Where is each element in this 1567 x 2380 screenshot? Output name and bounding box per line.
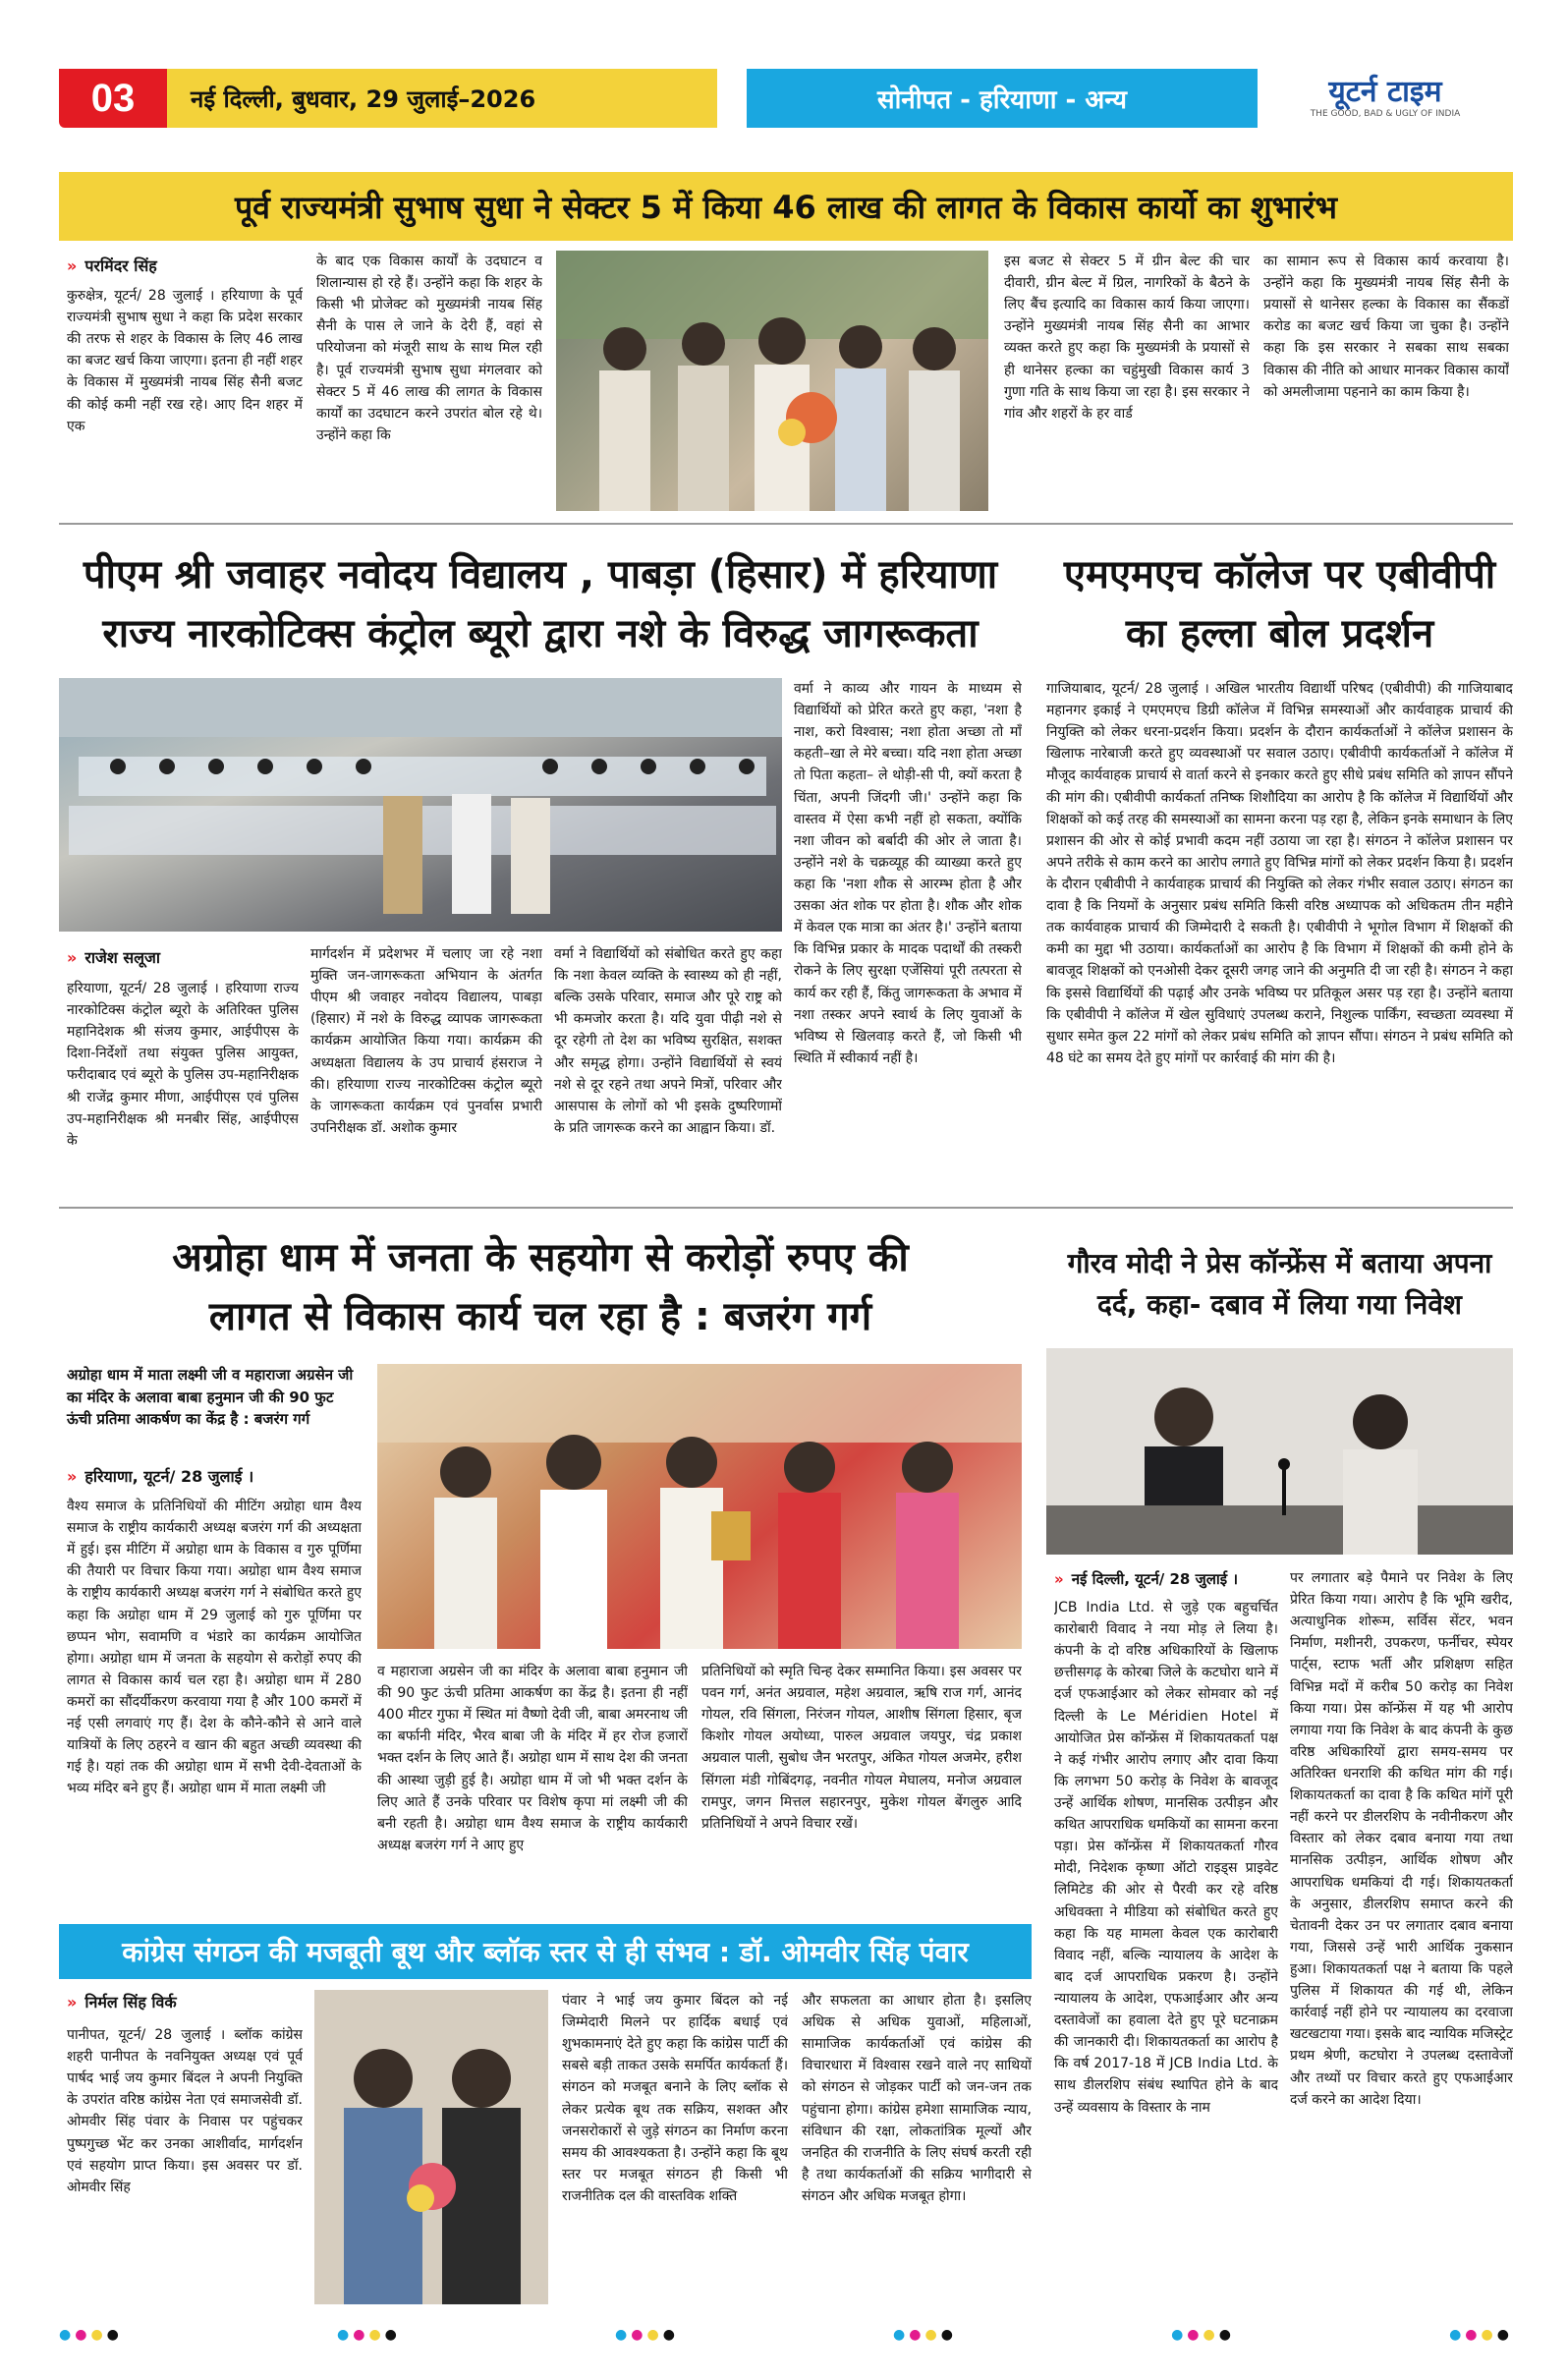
story4-col3: प्रतिनिधियों को स्मृति चिन्ह देकर सम्मानित किया। इस अवसर पर पवन गर्ग, अनंत अग्रवाल, महेश अग्रवाल, ऋषि राज गर्ग, आनंद गोयल, रवि सिंगला, निरंजन गोयल, आशीष सिंगला हिसार, बृज किशोर गोयल अयोध्या, पारुल अग्रवाल जयपुर, चंद्र प्रकाश अग्रवाल पाली, सुबोध जैन भरतपुर, अंकित गोयल अजमेर, हरीश सिंगला मंडी गोबिंदगढ़, नवनीत गोयल मेघालय, मनोज अग्रवाल रामपुर, जगन मित्तल सहारनपुर, मुकेश गोयल बेंगलुरु आदि प्रतिनिधियों ने अपने विचार रखें। bbox=[701, 1664, 1022, 1832]
story2-photo bbox=[59, 678, 782, 932]
story1-photo bbox=[556, 251, 988, 511]
logo-text: यूटर्न टाइम bbox=[1328, 75, 1442, 109]
story5-headline-line2: दर्द, कहा- दबाव में लिया गया निवेश bbox=[1097, 1288, 1462, 1321]
story6-col3: और सफलता का आधार होता है। इसलिए अधिक से अधिक युवाओं, महिलाओं, सामाजिक कार्यकर्ताओं एवं कांग्रेस की विचारधारा में विश्वास रखने वाले नए साथियों को संगठन से जोड़कर पार्टी को जन-जन तक पहुंचाना होगा। कांग्रेस हमेशा सामाजिक न्याय, संविधान की रक्षा, लोकतांत्रिक मूल्यों और जनहित की राजनीति के लिए संघर्ष करती रही है तथा कार्यकर्ताओं की सक्रिय भागीदारी से संगठन और अधिक मजबूत होगा। bbox=[802, 1993, 1032, 2204]
byline-arrow-icon: » bbox=[1054, 1570, 1064, 1588]
story2-col3: वर्मा ने विद्यार्थियों को संबोधित करते हुए कहा कि नशा केवल व्यक्ति के स्वास्थ्य को ही नहीं, बल्कि उसके परिवार, समाज और पूरे राष्ट्र को भी कमजोर करता है। यदि युवा पीढ़ी नशे से दूर रहेगी तो देश का भविष्य सुरक्षित, सशक्त और समृद्ध होगा। उन्होंने विद्यार्थियों से स्वयं नशे से दूर रहने तथा अपने मित्रों, परिवार और आसपास के लोगों को भी इसके दुष्परिणामों के प्रति जागरूक करने का आह्वान किया। डॉ. bbox=[554, 946, 782, 1136]
story5-headline bbox=[1046, 1243, 1513, 1332]
story6-photo bbox=[314, 1990, 548, 2304]
story4-col2: व महाराजा अग्रसेन जी का मंदिर के अलावा बाबा हनुमान जी की 90 फुट ऊंची प्रतिमा आकर्षण का केंद्र है। इतना ही नहीं 400 मीटर गुफा में स्थित मां वैष्णो देवी जी, बाबा अमरनाथ जी का बर्फानी मंदिर, भैरव बाबा जी के मंदिर में हर रोज हजारों भक्त दर्शन के लिए आते हैं। अग्रोहा धाम में साथ देश की जनता की आस्था जुड़ी हुई है। अग्रोहा धाम में जो भी भक्त दर्शन के लिए आते हैं उनके परिवार पर विशेष कृपा मां लक्ष्मी जी की बनी रहती है। अग्रोहा धाम वैश्य समाज के राष्ट्रीय कार्यकारी अध्यक्ष बजरंग गर्ग ने आए हुए bbox=[377, 1664, 688, 1853]
dateline: नई दिल्ली, बुधवार, 29 जुलाई–2026 bbox=[167, 69, 717, 128]
story3-body: गाजियाबाद, यूटर्न/ 28 जुलाई । अखिल भारतीय विद्यार्थी परिषद (एबीवीपी) की गाजियाबाद महानगर इकाई ने एमएमएच डिग्री कॉलेज में विभिन्न समस्याओं और कार्यवाहक प्राचार्य की नियुक्ति को लेकर धरना-प्रदर्शन किया। प्रदर्शन के दौरान कार्यकर्ताओं ने कॉलेज प्रशासन के खिलाफ नारेबाजी करते हुए व्यवस्थाओं पर सवाल उठाए। एबीवीपी कार्यकर्ताओं ने कॉलेज में मौजूद कार्यवाहक प्राचार्य से वार्ता करने से इनकार करते हुए सीधे प्रबंध समिति को ज्ञापन सौंपने की मांग की। एबीवीपी कार्यकर्ता तनिष्क शिशौदिया का आरोप है कि कॉलेज में विद्यार्थियों और शिक्षकों को कई तरह की समस्याओं का सामना करना पड़ रहा है, लेकिन इनके समाधान के लिए प्रशासन की ओर से कोई प्रभावी कदम नहीं उठाया जा रहा है। संगठन ने कॉलेज प्रशासन पर अपने तरीके से काम करने का आरोप लगाते हुए विभिन्न मांगों को लेकर प्रदर्शन किया है। प्रदर्शन के दौरान एबीवीपी ने कार्यवाहक प्राचार्य की नियुक्ति को लेकर गंभीर सवाल उठाए। संगठन का दावा है कि नियमों के अनुसार प्रबंध समिति किसी वरिष्ठ अध्यापक को अधिकतम तीन महीने तक कार्यवाहक प्राचार्य की जिम्मेदारी दे सकती है। एबीवीपी ने भूगोल विभाग में शिक्षकों की कमी का मुद्दा भी उठाया। कार्यकर्ताओं का आरोप है कि विभाग में शिक्षकों की कमी होने के बावजूद शिक्षकों को एनओसी देकर दूसरी जगह जाने की अनुमति दी जा रही है। संगठन ने कहा कि इससे विद्यार्थियों की पढ़ाई और उनके भविष्य पर प्रतिकूल असर पड़ रहा है। उन्होंने बताया कि एबीवीपी ने कॉलेज में खेल सुविधाएं उपलब्ध कराने, निशुल्क पार्किंग, स्वच्छता व्यवस्था में सुधार समेत कुल 22 मांगों को लेकर प्रबंध समिति को ज्ञापन सौंपा। संगठन ने प्रबंध समिति को 48 घंटे का समय देते हुए मांगों पर कार्रवाई की मांग की है। bbox=[1046, 681, 1513, 1066]
story6-byline-text: निर्मल सिंह विर्क bbox=[84, 1993, 177, 2012]
story6-col2: पंवार ने भाई जय कुमार बिंदल को नई जिम्मेदारी मिलने पर हार्दिक बधाई एवं शुभकामनाएं देते हुए कहा कि कांग्रेस पार्टी की सबसे बड़ी ताकत उसके समर्पित कार्यकर्ता हैं। संगठन को मजबूत बनाने के लिए ब्लॉक से लेकर प्रत्येक बूथ तक सक्रिय, सशक्त और जनसरोकारों से जुड़े संगठन का निर्माण करना समय की आवश्यकता है। उन्होंने कहा कि बूथ स्तर पर मजबूत संगठन ही किसी भी राजनीतिक दल की वास्तविक शक्ति bbox=[562, 1993, 788, 2204]
story4-col1: वैश्य समाज के प्रतिनिधियों की मीटिंग अग्रोहा धाम वैश्य समाज के राष्ट्रीय कार्यकारी अध्यक्ष बजरंग गर्ग की अध्यक्षता में हुई। इस मीटिंग में अग्रोहा धाम के विकास व गुरु पूर्णिमा की तैयारी पर विचार किया गया। अग्रोहा धाम वैश्य समाज के राष्ट्रीय कार्यकारी अध्यक्ष बजरंग गर्ग ने संबोधित करते हुए कहा कि अग्रोहा धाम में 29 जुलाई को गुरु पूर्णिमा पर छप्पन भोग, सवामणि व भंडारे का कार्यक्रम आयोजित होगा। अग्रोहा धाम में जनता के सहयोग से करोड़ों रुपए की लागत से विकास कार्य चल रहा है। अग्रोहा धाम में 280 कमरों का सौंदर्यीकरण करवाया गया है और 100 कमरों में नई एसी लगवाएं गए हैं। देश के कौने-कौने से आने वाले यात्रियों के लिए ठहरने व खान की बहुत अच्छी व्यवस्था की गई है। यहां तक की अग्रोहा धाम में सभी देवी-देवताओं के भव्य मंदिर बने हुए हैं। अग्रोहा धाम में माता लक्ष्मी जी bbox=[67, 1499, 362, 1797]
registration-dots-icon: ●●●● bbox=[1449, 2327, 1513, 2343]
story5-col2: पर लगातार बड़े पैमाने पर निवेश के लिए प्रेरित किया गया। आरोप है कि भूमि खरीद, अत्याधुनिक शोरूम, सर्विस सेंटर, भवन निर्माण, मशीनरी, उपकरण, फर्नीचर, स्पेयर पार्ट्स, स्टाफ भर्ती और प्रशिक्षण सहित विभिन्न मदों में करीब 50 करोड़ का निवेश किया गया। प्रेस कॉन्फ्रेंस में यह भी आरोप लगाया गया कि निवेश के बाद कंपनी के कुछ वरिष्ठ अधिकारियों द्वारा समय-समय पर अतिरिक्त धनराशि की कथित मांग की गई। शिकायतकर्ता का दावा है कि कथित मांगें पूरी नहीं करने पर डीलरशिप के नवीनीकरण और विस्तार को लेकर दबाव बनाया गया तथा मानसिक उत्पीड़न, आर्थिक शोषण और आपराधिक धमकियां दी गई। शिकायतकर्ता के अनुसार, डीलरशिप समाप्त करने की चेतावनी देकर उन पर लगातार दबाव बनाया गया, जिससे उन्हें भारी आर्थिक नुकसान हुआ। शिकायतकर्ता पक्ष ने बताया कि पहले पुलिस में शिकायत की गई थी, लेकिन कार्रवाई नहीं होने पर न्यायालय का दरवाजा खटखटाया गया। इसके बाद न्यायिक मजिस्ट्रेट प्रथम श्रेणी, कटघोरा ने उपलब्ध दस्तावेजों और तथ्यों पर विचार करते हुए एफआईआर दर्ज करने का आदेश दिया। bbox=[1290, 1570, 1513, 2108]
people-group-image bbox=[556, 251, 988, 511]
story5-headline-line1: गौरव मोदी ने प्रेस कॉन्फ्रेंस में बताया अपना bbox=[1067, 1247, 1492, 1279]
story6-headline: कांग्रेस संगठन की मजबूती बूथ और ब्लॉक स्तर से ही संभव : डॉ. ओमवीर सिंह पंवार bbox=[59, 1924, 1032, 1979]
story2-col2: मार्गदर्शन में प्रदेशभर में चलाए जा रहे नशा मुक्ति जन-जागरूकता अभियान के अंतर्गत पीएम श्री जवाहर नवोदय विद्यालय, पाबड़ा (हिसार) में नशे के विरुद्ध व्यापक जागरूकता कार्यक्रम आयोजित किया गया। कार्यक्रम की अध्यक्षता विद्यालय के उप प्राचार्य हंसराज ने की। हरियाणा राज्य नारकोटिक्स कंट्रोल ब्यूरो के जागरूकता कार्यक्रम एवं पुनर्वास प्रभारी उपनिरीक्षक डॉ. अशोक कुमार bbox=[310, 946, 542, 1136]
story3-headline-line2: का हल्ला बोल प्रदर्शन bbox=[1125, 611, 1434, 656]
page-number: 03 bbox=[59, 69, 167, 128]
story4-byline bbox=[67, 1464, 362, 1488]
students-assembly-image bbox=[59, 678, 782, 932]
story6-byline bbox=[67, 1990, 303, 2013]
story1-col4: का सामान रूप से विकास कार्य करवाया है। उन्होंने कहा कि मुख्यमंत्री नायब सिंह सैनी के प्रयासों से थानेसर हल्का के विकास का सैंकडों करोड का बजट खर्च किया जा चुका है। उन्होंने कहा कि इस सरकार ने सबका साथ सबका विकास की नीति को आधार मानकर विकास कार्यों को अमलीजामा पहनाने का काम किया है। bbox=[1263, 254, 1509, 400]
story5-byline bbox=[1054, 1567, 1280, 1591]
story5-byline-text: नई दिल्ली, यूटर्न/ 28 जुलाई । bbox=[1071, 1570, 1239, 1588]
story1-headline: पूर्व राज्यमंत्री सुभाष सुधा ने सेक्टर 5 में किया 46 लाख की लागत के विकास कार्यो का शुभारंभ bbox=[59, 172, 1513, 241]
section-label: सोनीपत - हरियाणा - अन्य bbox=[747, 69, 1258, 128]
newspaper-logo bbox=[1258, 69, 1513, 128]
story5-photo bbox=[1046, 1348, 1513, 1555]
story4-byline-text: हरियाणा, यूटर्न/ 28 जुलाई । bbox=[84, 1467, 254, 1486]
story1-byline-text: परमिंदर सिंह bbox=[84, 256, 157, 275]
story1-col1: कुरुक्षेत्र, यूटर्न/ 28 जुलाई । हरियाणा के पूर्व राज्यमंत्री सुभाष सुधा ने कहा कि प्रदेश सरकार की तरफ से शहर के विकास के लिए 46 लाख का बजट खर्च किया जाएगा। इतना ही नहीं शहर के विकास में मुख्यमंत्री नायब सिंह सैनी बजट की कोई कमी नहीं रख रहे। आए दिन शहर में एक bbox=[67, 288, 303, 434]
award-ceremony-image bbox=[377, 1364, 1022, 1649]
story3-headline-line1: एमएमएच कॉलेज पर एबीवीपी bbox=[1063, 552, 1496, 597]
story2-col4: वर्मा ने काव्य और गायन के माध्यम से विद्यार्थियों को प्रेरित करते हुए कहा, 'नशा है नाश, करो विश्वास; नशा होता अच्छा तो माँ कहती–खा ले मेरे बच्चा। यदि नशा होता अच्छा तो पिता कहता– ले थोड़ी-सी पी, क्यों करता है चिंता, अपनी जिंदगी जी।' उन्होंने कहा कि वास्तव में ऐसा कभी नहीं हो सकता, क्योंकि नशा जीवन को बर्बादी की ओर ले जाता है। उन्होंने नशे के चक्रव्यूह की व्याख्या करते हुए कहा कि 'नशा शौक से आरम्भ होता है और उसका अंत शोक पर होता है। शौक और शोक में केवल एक मात्रा का अंतर है।' उन्होंने बताया कि विभिन्न प्रकार के मादक पदार्थों की तस्करी रोकने के लिए सुरक्षा एजेंसियां पूरी तत्परता से कार्य कर रही हैं, किंतु जागरूकता के अभाव में नशा तस्कर अपने स्वार्थ के लिए युवाओं के भविष्य से खिलवाड़ करते हैं, जो किसी भी स्थिति में स्वीकार्य नहीं है। bbox=[794, 681, 1022, 1066]
story2-byline-text: राजेश सलूजा bbox=[84, 948, 161, 967]
registration-dots-icon: ●●●● bbox=[1171, 2327, 1235, 2343]
story2-headline-line2: राज्य नारकोटिक्स कंट्रोल ब्यूरो द्वारा नशे के विरुद्ध जागरूकता bbox=[102, 611, 979, 656]
story2-headline bbox=[59, 545, 1022, 673]
story4-headline bbox=[59, 1228, 1022, 1356]
byline-arrow-icon: » bbox=[67, 1466, 78, 1486]
story1-col3: इस बजट से सेक्टर 5 में ग्रीन बेल्ट की चार दीवारी, ग्रीन बेल्ट में ग्रिल, नागरिकों के बैठने के लिए बैंच इत्यादि का विकास कार्य किया जाएगा। उन्होंने मुख्यमंत्री नायब सिंह सैनी का आभार व्यक्त करते हुए कहा कि मुख्यमंत्री के प्रयासों से ही थानेसर हल्का का चहुंमुखी विकास कार्य 3 गुणा गति के साथ किया जा रहा है। इस सरकार ने गांव और शहरों के हर वार्ड bbox=[1004, 254, 1250, 422]
story4-headline-line2: लागत से विकास कार्य चल रहा है : बजरंग गर्ग bbox=[208, 1294, 872, 1339]
byline-arrow-icon: » bbox=[67, 255, 78, 275]
story2-byline bbox=[67, 945, 303, 969]
two-men-bouquet-image bbox=[314, 1990, 548, 2304]
story4-headline-line1: अग्रोहा धाम में जनता के सहयोग से करोड़ों रुपए की bbox=[172, 1235, 909, 1280]
story5-col1: JCB India Ltd. से जुड़े एक बहुचर्चित कारोबारी विवाद ने नया मोड़ ले लिया है। कंपनी के दो वरिष्ठ अधिकारियों के खिलाफ छत्तीसगढ़ के कोरबा जिले के कटघोरा थाने में दर्ज एफआईआर को लेकर सोमवार को नई दिल्ली के Le Méridien Hotel में आयोजित प्रेस कॉन्फ्रेंस में शिकायतकर्ता पक्ष ने कई गंभीर आरोप लगाए और दावा किया कि लगभग 50 करोड़ के निवेश के बावजूद उन्हें आर्थिक शोषण, मानसिक उत्पीड़न और कथित आपराधिक धमकियों का सामना करना पड़ा। प्रेस कॉन्फ्रेंस में शिकायतकर्ता गौरव मोदी, निदेशक कृष्णा ऑटो राइड्स प्राइवेट लिमिटेड की ओर से पैरवी कर रहे वरिष्ठ अधिवक्ता ने मीडिया को संबोधित करते हुए कहा कि यह मामला केवल एक कारोबारी विवाद नहीं, बल्कि न्यायालय के आदेश के बाद दर्ज आपराधिक प्रकरण है। उन्होंने न्यायालय के आदेश, एफआईआर और अन्य दस्तावेजों का हवाला देते हुए पूरे घटनाक्रम की जानकारी दी। शिकायतकर्ता का आरोप है कि वर्ष 2017-18 में JCB India Ltd. के साथ डीलरशिप संबंध स्थापित होने के बाद उन्हें व्यवसाय के विस्तार के नाम bbox=[1054, 1600, 1278, 2116]
registration-dots-icon: ●●●● bbox=[893, 2327, 957, 2343]
press-conference-image bbox=[1046, 1348, 1513, 1555]
story4-photo bbox=[377, 1364, 1022, 1649]
story1-col2: के बाद एक विकास कार्यों के उदघाटन व शिलान्यास हो रहे हैं। उन्होंने कहा कि शहर के किसी भी प्रोजेक्ट को मुख्यमंत्री नायब सिंह सैनी के पास ले जाने के देरी हैं, वहां से परियोजना को मंजूरी साथ के साथ मिल रही है। पूर्व राज्यमंत्री सुभाष सुधा मंगलवार को सेक्टर 5 में 46 लाख की लागत के विकास कार्यों का उदघाटन करने उपरांत बोल रहे थे। उन्होंने कहा कि bbox=[316, 254, 542, 443]
logo-tagline: THE GOOD, BAD & UGLY OF INDIA bbox=[1310, 109, 1461, 119]
print-registration-marks bbox=[59, 2327, 1513, 2347]
story1-byline bbox=[67, 254, 303, 277]
divider bbox=[59, 1207, 1513, 1209]
registration-dots-icon: ●●●● bbox=[337, 2327, 401, 2343]
byline-arrow-icon: » bbox=[67, 1992, 78, 2012]
story2-headline-line1: पीएम श्री जवाहर नवोदय विद्यालय , पाबड़ा (हिसार) में हरियाणा bbox=[83, 552, 998, 597]
story3-headline bbox=[1046, 545, 1513, 673]
registration-dots-icon: ●●●● bbox=[59, 2327, 123, 2343]
masthead bbox=[59, 69, 1513, 128]
story4-pullquote: अग्रोहा धाम में माता लक्ष्मी जी व महाराजा अग्रसेन जी का मंदिर के अलावा बाबा हनुमान जी की 90 फुट ऊंची प्रतिमा आकर्षण का केंद्र है : बजरंग गर्ग bbox=[67, 1366, 354, 1428]
divider bbox=[59, 523, 1513, 525]
story6-col1: पानीपत, यूटर्न/ 28 जुलाई । ब्लॉक कांग्रेस शहरी पानीपत के नवनियुक्त अध्यक्ष एवं पूर्व पार्षद भाई जय कुमार बिंदल ने अपनी नियुक्ति के उपरांत वरिष्ठ कांग्रेस नेता एवं समाजसेवी डॉ. ओमवीर सिंह पंवार के निवास पर पहुंचकर पुष्पगुच्छ भेंट कर उनका आशीर्वाद, मार्गदर्शन एवं सहयोग प्राप्त किया। इस अवसर पर डॉ. ओमवीर सिंह bbox=[67, 2027, 303, 2195]
story2-col1: हरियाणा, यूटर्न/ 28 जुलाई । हरियाणा राज्य नारकोटिक्स कंट्रोल ब्यूरो के अतिरिक्त पुलिस महानिदेशक श्री संजय कुमार, आईपीएस के दिशा-निर्देशों तथा संयुक्त पुलिस आयुक्त, फरीदाबाद एवं ब्यूरो के पुलिस उप-महानिरीक्षक श्री राजेंद्र कुमार मीणा, आईपीएस एवं पुलिस उप-महानिरीक्षक श्री मनबीर सिंह, आईपीएस के bbox=[67, 981, 299, 1149]
byline-arrow-icon: » bbox=[67, 947, 78, 967]
registration-dots-icon: ●●●● bbox=[615, 2327, 679, 2343]
